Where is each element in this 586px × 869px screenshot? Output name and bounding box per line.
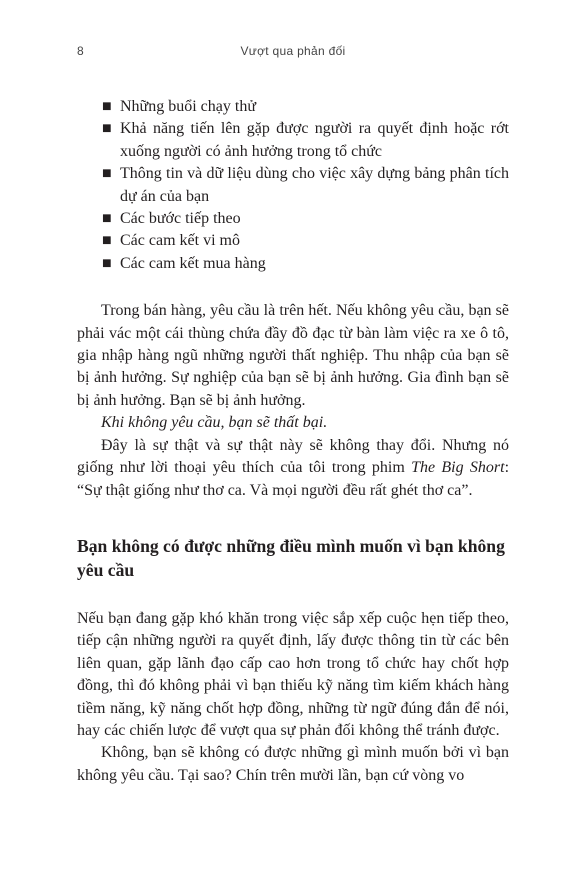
page-number: 8 (77, 44, 84, 58)
square-bullet-icon: ■ (102, 98, 112, 115)
list-item (77, 118, 509, 163)
square-bullet-icon: ■ (102, 210, 112, 228)
running-title: Vượt qua phản đối (240, 44, 346, 58)
italic-statement: Khi không yêu cầu, bạn sẽ thất bại. (101, 414, 328, 432)
square-bullet-icon: ■ (102, 120, 112, 138)
paragraph-text: : “Sự thật giống như thơ ca. Và mọi người đều rất ghét thơ ca”. (77, 459, 510, 499)
list-item (77, 208, 509, 230)
square-bullet-icon: ■ (102, 165, 112, 183)
paragraph-text: Đây là sự thật và sự thật này sẽ không thay đổi. Nhưng nó giống như lời thoại yêu thích của tôi trong phim (77, 436, 509, 477)
list-item-text: Những buổi chạy thử (120, 98, 256, 115)
list-item-text: Các bước tiếp theo (120, 210, 241, 228)
square-bullet-icon: ■ (102, 254, 112, 272)
list-item (77, 96, 509, 118)
film-title: The Big Short (411, 459, 505, 477)
body-paragraph: Trong bán hàng, yêu cầu là trên hết. Nếu không yêu cầu, bạn sẽ phải vác một cái thùng chứa đầy đồ đạc từ bàn làm việc ra xe ô tô, gia nhập hàng ngũ những người thất nghiệp. Thu nhập của bạn sẽ bị ảnh hưởng. Sự nghiệp của bạn sẽ bị ảnh hưởng. Gia đình bạn sẽ bị ảnh hưởng. Bạn sẽ bị ảnh hưởng. (77, 302, 509, 409)
bullet-list (77, 96, 509, 275)
list-item-text: Thông tin và dữ liệu dùng cho việc xây dựng bảng phân tích dự án của bạn (120, 165, 509, 205)
body-paragraph: Không, bạn sẽ không có được những gì mình muốn bởi vì bạn không yêu cầu. Tại sao? Chín trên mười lần, bạn cứ vòng vo (77, 744, 509, 784)
list-item-text: Các cam kết mua hàng (120, 254, 266, 272)
body-paragraph: Nếu bạn đang gặp khó khăn trong việc sắp xếp cuộc hẹn tiếp theo, tiếp cận những người ra quyết định, lấy được thông tin từ các bên liên quan, gặp lãnh đạo cấp cao hơn trong tổ chức hay chốt hợp đồng, thì đó không phải vì bạn thiếu kỹ năng tìm kiếm khách hàng tiềm năng, kỹ năng chốt hợp đồng, những từ ngữ đúng đắn để nói, hay các chiến lược để vượt qua sự phản đối không thể tránh được. (77, 609, 509, 739)
list-item (77, 163, 509, 208)
page-body (77, 96, 509, 787)
list-item (77, 230, 509, 252)
body-paragraph (77, 435, 509, 502)
list-item (77, 253, 509, 275)
list-item-text: Các cam kết vi mô (120, 232, 240, 250)
square-bullet-icon: ■ (102, 232, 112, 250)
page-header (77, 44, 509, 60)
section-heading: Bạn không có được những điều mình muốn vì bạn không yêu cầu (77, 535, 505, 580)
list-item-text: Khả năng tiến lên gặp được người ra quyết định hoặc rớt xuống người có ảnh hưởng trong tổ chức (120, 120, 509, 160)
